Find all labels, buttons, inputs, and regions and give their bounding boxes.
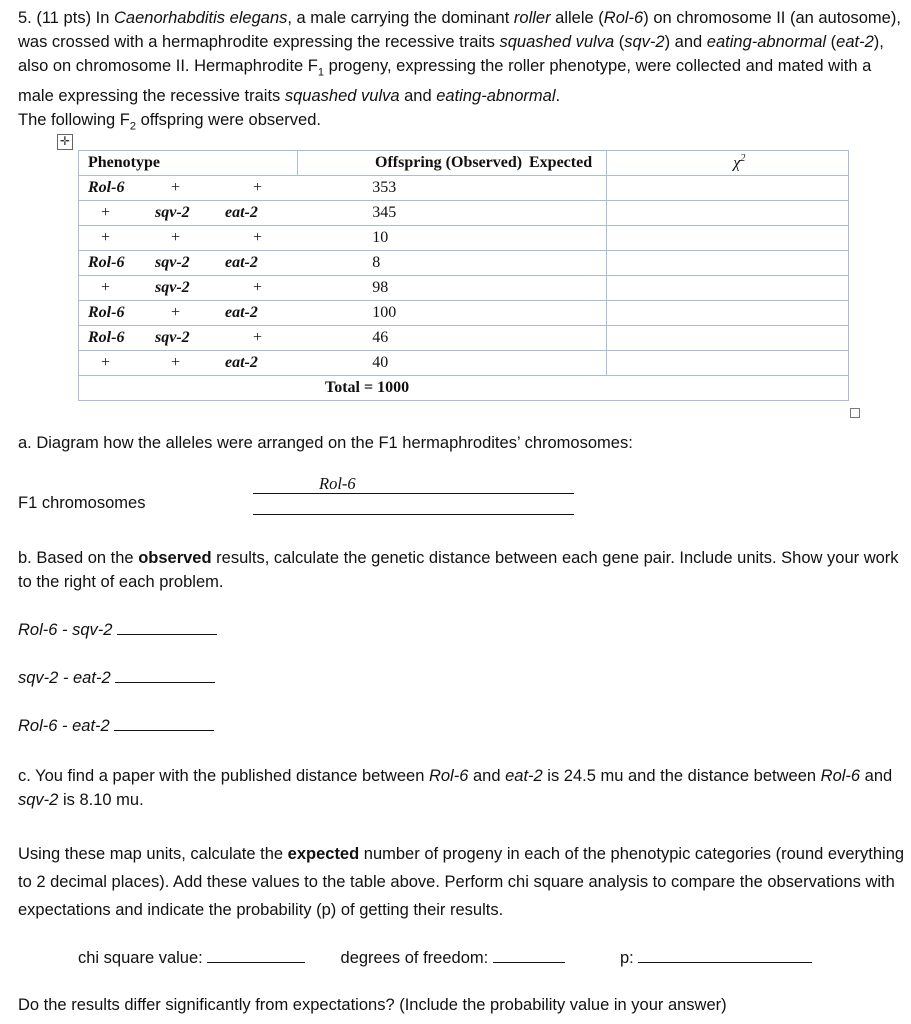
allele-b: sqv-2: [155, 204, 190, 221]
expected-cell[interactable]: [447, 226, 607, 251]
table-row: [79, 176, 849, 201]
total-count: Total = 1000: [325, 379, 410, 396]
table-header-row: [79, 151, 849, 176]
chi-square-cell[interactable]: [607, 251, 849, 276]
allele-a: Rol-6: [88, 254, 125, 271]
allele-c: eat-2: [225, 254, 258, 271]
table-resize-handle-icon[interactable]: [850, 408, 860, 418]
part-c-prompt: c. You find a paper with the published distance between Rol-6 and eat-2 is 24.5 mu and the distance between Rol-6 and sqv-2 is 8.10 mu.: [18, 767, 893, 809]
distance-sqv2-eat2: sqv-2 - eat-2: [18, 668, 215, 688]
expected-cell[interactable]: [447, 276, 607, 301]
allele-c: eat-2: [225, 304, 258, 321]
part-a-prompt: a. Diagram how the alleles were arranged on the F1 hermaphrodites’ chromosomes:: [18, 434, 633, 452]
table-row: [79, 351, 849, 376]
allele-a: +: [101, 229, 111, 246]
observed-count: 345: [372, 204, 397, 221]
allele-a: +: [101, 279, 111, 296]
table-row: [79, 201, 849, 226]
expected-cell[interactable]: [447, 326, 607, 351]
p-value-blank[interactable]: [638, 948, 812, 963]
header-phenotype: Phenotype: [88, 154, 160, 171]
answer-blank[interactable]: [114, 716, 214, 731]
allele-b: +: [171, 354, 181, 371]
allele-a: Rol-6: [88, 304, 125, 321]
chi-square-blank[interactable]: [207, 948, 305, 963]
chi-square-cell[interactable]: [607, 326, 849, 351]
f1-chromosomes-label: F1 chromosomes: [18, 494, 146, 512]
allele-b: +: [171, 179, 181, 196]
expected-cell[interactable]: [447, 201, 607, 226]
expected-cell[interactable]: [447, 176, 607, 201]
chromosome-line-bottom: [253, 514, 574, 515]
distance-rol6-sqv2: Rol-6 - sqv-2: [18, 620, 217, 640]
degrees-of-freedom-blank[interactable]: [493, 948, 565, 963]
part-c-instructions: Using these map units, calculate the expected number of progeny in each of the phenotypic categories (round everything to 2 decimal places). Add these values to the table above. Perform chi square analysis to compare the observations with expectations and indicate the probability (p) of getting their results.: [18, 845, 905, 919]
expected-cell[interactable]: [447, 351, 607, 376]
chi-square-cell[interactable]: [607, 176, 849, 201]
chi-square-cell[interactable]: [607, 226, 849, 251]
table-row: [79, 251, 849, 276]
observed-count: 100: [372, 304, 397, 321]
final-question: Do the results differ significantly from expectations? (Include the probability value in your answer): [18, 996, 727, 1014]
expected-cell[interactable]: [447, 301, 607, 326]
allele-b: sqv-2: [155, 254, 190, 271]
allele-b: sqv-2: [155, 279, 190, 296]
chi-square-cell[interactable]: [607, 301, 849, 326]
header-expected: Expected: [529, 154, 593, 171]
chi-square-cell[interactable]: [607, 201, 849, 226]
allele-c: +: [253, 279, 263, 296]
header-observed: Offspring (Observed): [375, 154, 523, 171]
observed-count: 40: [372, 354, 389, 371]
answer-blank[interactable]: [117, 620, 217, 635]
part-b-prompt: b. Based on the observed results, calculate the genetic distance between each gene pair. Include units. Show your work to the right of each problem.: [18, 549, 899, 591]
offspring-table: [78, 150, 849, 401]
allele-a: Rol-6: [88, 329, 125, 346]
observed-count: 353: [372, 179, 397, 196]
chromosome-allele-label: Rol-6: [319, 474, 356, 493]
allele-b: +: [171, 229, 181, 246]
allele-b: +: [171, 304, 181, 321]
observed-count: 46: [372, 329, 389, 346]
allele-c: eat-2: [225, 204, 258, 221]
question-intro: 5. (11 pts) In Caenorhabditis elegans, a male carrying the dominant roller allele (Rol-6) on chromosome II (an autosome), was crossed with a hermaphrodite expressing the recessive traits squashed vulva (sqv-2) and eating-abnormal (eat-2), also on chromosome II. Hermaphrodite $F_1$ progeny, expressing the roller phenotype, were collected and mated with a male expressing the recessive traits squashed vulva and eating-abnormal. The following $F_2$ offspring were observed.: [18, 9, 901, 133]
table-row: [79, 226, 849, 251]
table-move-handle-icon[interactable]: ✛: [57, 134, 73, 150]
allele-c: +: [253, 329, 263, 346]
allele-c: +: [253, 229, 263, 246]
table-row: [79, 301, 849, 326]
expected-cell[interactable]: [447, 251, 607, 276]
allele-c: eat-2: [225, 354, 258, 371]
chi-square-answer-line: chi square value: degrees of freedom: p:: [78, 948, 812, 968]
allele-c: +: [253, 179, 263, 196]
table-total-row: [79, 376, 849, 401]
header-chi-square: $\chi^2$: [733, 153, 746, 172]
table-row: [79, 326, 849, 351]
table-row: [79, 276, 849, 301]
observed-count: 10: [372, 229, 389, 246]
observed-count: 98: [372, 279, 389, 296]
allele-a: +: [101, 204, 111, 221]
allele-a: Rol-6: [88, 179, 125, 196]
chi-square-cell[interactable]: [607, 351, 849, 376]
distance-rol6-eat2: Rol-6 - eat-2: [18, 716, 214, 736]
chromosome-line-top: [253, 493, 574, 494]
answer-blank[interactable]: [115, 668, 215, 683]
allele-a: +: [101, 354, 111, 371]
allele-b: sqv-2: [155, 329, 190, 346]
chi-square-cell[interactable]: [607, 276, 849, 301]
observed-count: 8: [372, 254, 381, 271]
